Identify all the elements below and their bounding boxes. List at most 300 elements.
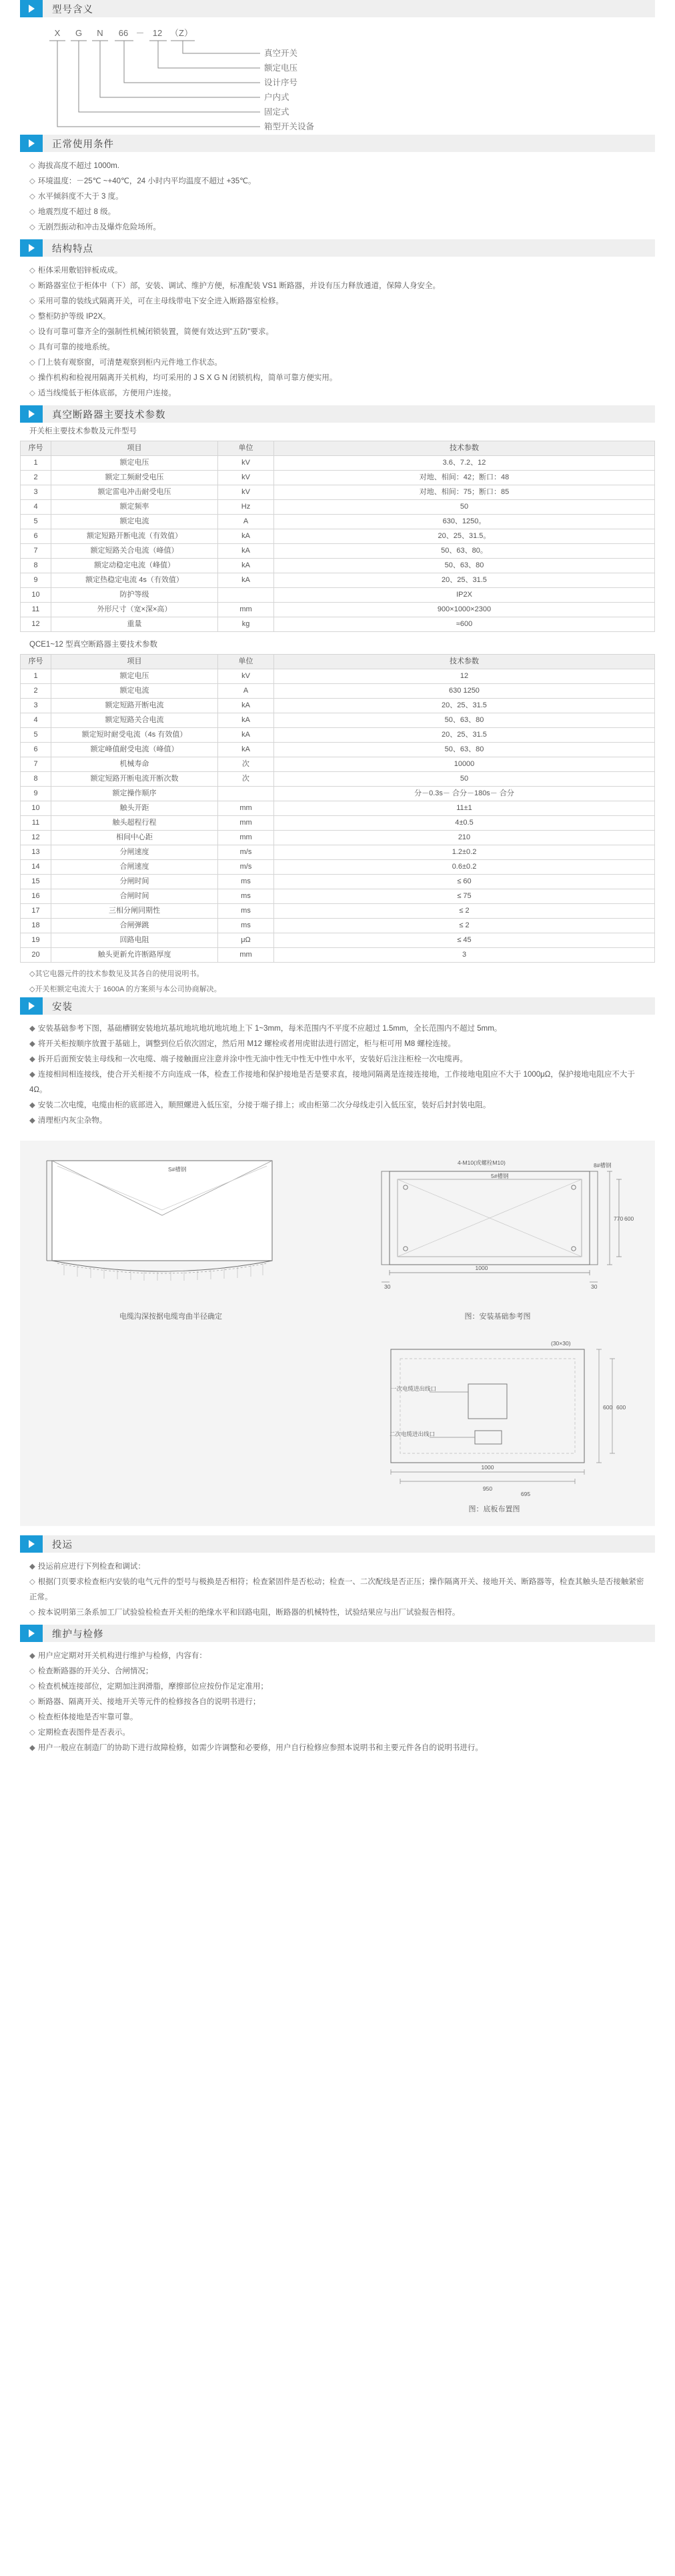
list-item-text: 采用可靠的装线式隔离开关，可在主母线带电下安全进入断路器室检修。 [37,297,283,305]
list-item-text: 环境温度：－25℃ ~+40℃，24 小时内平均温度不超过 +35℃。 [37,177,256,185]
list-item [29,355,646,371]
drawing-cable-trench [37,1151,304,1321]
table-row [21,713,655,728]
cell-unit: kA [218,544,274,559]
diamond-bullet-icon: ◇ [29,1578,35,1586]
table-row [21,699,655,713]
cell-no: 2 [21,684,51,699]
dim-label-h2: 600 [624,1215,634,1222]
cell-no: 10 [21,801,51,816]
section-maintain [0,1625,675,1760]
cell-value: ≤ 45 [274,933,655,948]
table-row [21,801,655,816]
cell-value: 11±1 [274,801,655,816]
cell-unit: 次 [218,757,274,772]
cell-item: 额定工频耐受电压 [51,471,218,485]
drawing-caption-bottom: 图：底板布置图 [468,1505,520,1513]
table-row [21,500,655,515]
cell-unit: kV [218,456,274,471]
cell-unit [218,588,274,603]
cell-item: 合闸速度 [51,860,218,875]
cell-item: 额定频率 [51,500,218,515]
list-item-text: 检查断路器的开关分、合闸情况； [37,1667,153,1675]
table-row [21,617,655,632]
diamond-bullet-icon: ◇ [29,359,35,367]
table-row [21,603,655,617]
diamond-bullet-icon: ◇ [29,177,35,185]
dim-label-left: 30 [384,1283,391,1290]
cell-value: ≈600 [274,617,655,632]
section-vcb-specs [0,405,675,997]
col-header-item: 项目 [51,655,218,669]
cable-trench-svg [37,1151,304,1305]
triangle-marker-icon [20,997,43,1015]
cell-unit: kA [218,743,274,757]
table-row [21,772,655,787]
cell-item: 相间中心距 [51,831,218,845]
list-item-text: 设有可靠可靠齐全的强制性机械闭锁装置，简便有效达到"五防"要求。 [37,328,274,336]
col-header-unit: 单位 [218,441,274,456]
note-channel-8: 8#槽钢 [594,1162,612,1169]
cell-no: 8 [21,772,51,787]
model-label-0: 真空开关 [264,49,298,58]
list-item [29,371,646,386]
list-item [29,263,646,279]
triangle-marker-icon [20,405,43,423]
label-secondary-cable: 二次电缆进出线口 [390,1431,436,1437]
cell-item: 额定短路开断电流开断次数 [51,772,218,787]
cell-no: 2 [21,471,51,485]
diamond-bullet-icon: ◇ [29,328,35,336]
table-caption-qce: QCE1~12 型真空断路器主要技术参数 [29,641,158,649]
table-row [21,559,655,573]
cell-unit: kV [218,669,274,684]
diamond-bullet-icon: ◇ [29,1683,35,1691]
features-list [0,257,675,405]
cell-no: 12 [21,831,51,845]
footnote-text: 其它电器元件的技术参数见及其各自的使用说明书。 [35,970,204,978]
list-item-text: 投运前应进行下列检查和调试： [37,1563,145,1571]
diamond-bullet-icon: ◇ [29,343,35,351]
table-row [21,904,655,919]
cell-no: 10 [21,588,51,603]
foundation-svg [358,1151,638,1305]
cell-item: 额定雷电冲击耐受电压 [51,485,218,500]
list-item [29,309,646,325]
dim-695: 695 [520,1491,531,1497]
list-item [29,1679,646,1695]
list-item [29,386,646,401]
section-title: 投运 [52,1539,73,1551]
cell-no: 16 [21,889,51,904]
list-item [29,1725,646,1741]
cell-unit: kA [218,728,274,743]
model-label-1: 额定电压 [264,63,298,73]
cell-value: 50、63、80 [274,713,655,728]
dim-depth-2: 600 [616,1404,626,1411]
list-item-text: 断路器室位于柜体中（下）部，安装、调试、维护方便，标准配装 VS1 断路器，并设有压力释放通道，保障人身安全。 [37,282,440,290]
diamond-bullet-icon: ◇ [29,162,35,170]
cell-no: 7 [21,757,51,772]
triangle-marker-icon [20,239,43,257]
table-row [21,669,655,684]
diamond-bullet-icon: ◇ [29,374,35,382]
cell-unit: mm [218,801,274,816]
triangle-marker-icon [20,1625,43,1642]
cell-unit: kA [218,529,274,544]
cell-unit: kA [218,573,274,588]
list-item-text: 拆开后面预安装主母线和一次电缆、端子接触面应注意并涂中性无油中性无中性无中性中水平，安装好后注注柜栓一次电缆再。 [37,1055,468,1063]
drawing-label: S#槽钢 [168,1166,187,1173]
baseplate-svg [351,1331,638,1497]
triangle-marker-icon [20,135,43,152]
table-row [21,456,655,471]
cell-value: 900×1000×2300 [274,603,655,617]
diamond-bullet-icon: ◇ [29,1698,35,1706]
cell-value: 50 [274,772,655,787]
model-label-4: 固定式 [264,107,289,117]
cell-value: 50、63、80 [274,743,655,757]
section-title: 结构特点 [52,243,93,255]
list-item-text: 按本说明第三条系加工厂试验验检检查开关柜的绝缘水平和回路电阻，断路器的机械特性，试验结果应与出厂试验报告相符。 [37,1609,460,1617]
table-row [21,933,655,948]
cell-item: 触头更新允许断路厚度 [51,948,218,963]
list-item-text: 柜体采用敷铝锌板成成。 [37,267,123,275]
diamond-bullet-icon: ◆ [29,1652,35,1660]
diamond-bullet-icon: ◇ [29,389,35,397]
cell-value: 4±0.5 [274,816,655,831]
diamond-bullet-icon: ◇ [29,1729,35,1737]
cell-value: ≤ 2 [274,904,655,919]
table-row [21,728,655,743]
diamond-bullet-icon: ◆ [29,1071,35,1079]
cell-no: 3 [21,485,51,500]
list-item-text: 适当线缆低于柜体底部，方便用户连接。 [37,389,176,397]
cell-value: 10000 [274,757,655,772]
list-item-text: 地震烈度不超过 8 级。 [37,208,116,216]
diamond-bullet-icon: ◇ [29,282,35,290]
list-item-text: 检查柜体接地是否牢靠可靠。 [37,1713,138,1721]
drawing-caption-right: 图：安装基础参考图 [464,1313,531,1321]
cell-no: 4 [21,500,51,515]
table-row [21,573,655,588]
table-row [21,588,655,603]
cell-unit: Hz [218,500,274,515]
table-row [21,471,655,485]
cell-no: 5 [21,515,51,529]
section-install [0,997,675,1526]
triangle-marker-icon [20,1535,43,1553]
dim-depth-1: 600 [603,1404,613,1411]
label-primary-cable: 一次电缆进出线口 [391,1385,437,1392]
model-label-3: 户内式 [264,93,289,102]
svg-text:12: 12 [152,28,163,38]
model-diagram-svg [40,27,354,147]
list-item-text: 具有可靠的接地系统。 [37,343,115,351]
cell-no: 19 [21,933,51,948]
install-list [0,1015,675,1133]
cell-item: 机械寿命 [51,757,218,772]
list-item [29,1037,646,1052]
cell-unit: μΩ [218,933,274,948]
list-item-text: 根据门页要求检查柜内安装的电气元件的型号与极换是否相符；检查紧固件是否松动；检查一、二次配线是否正压；操作隔离开关、接地开关、断路器等，检查其触头是否接触紧密正常。 [29,1578,644,1601]
list-item [29,1741,646,1756]
cell-no: 1 [21,456,51,471]
table-row [21,948,655,963]
cell-unit: ms [218,904,274,919]
list-item-text: 门上装有观察窗，可清楚观察到柜内元件地工作状态。 [37,359,222,367]
table-header-row [21,655,655,669]
list-item-text: 用户应定期对开关机构进行维护与检修，内容有： [37,1652,207,1660]
list-item-text: 连接相间相连接线，使合开关柜接不方向连成一体，检查工作接地和保护接地是否是要求直，接地同隔离是连接连接地，工作接地电阻应不大于 1000μΩ，保护接地电阻应不大于 4Ω。 [29,1071,635,1094]
cell-value: 对地、相间：42；断口：48 [274,471,655,485]
section-title: 正常使用条件 [52,139,114,150]
cell-no: 17 [21,904,51,919]
table-row [21,816,655,831]
col-header-no: 序号 [21,441,51,456]
table-row [21,831,655,845]
col-header-value: 技术参数 [274,441,655,456]
table-caption-switchgear: 开关柜主要技术参数及元件型号 [29,427,137,435]
cell-value: 20、25、31.5 [274,699,655,713]
svg-text:（Z）: （Z） [170,28,193,38]
cell-no: 9 [21,787,51,801]
cell-no: 11 [21,603,51,617]
cell-no: 18 [21,919,51,933]
cell-item: 触头超程行程 [51,816,218,831]
cell-no: 14 [21,860,51,875]
diamond-bullet-icon: ◆ [29,1040,35,1048]
cell-value: 50、63、80。 [274,544,655,559]
cell-item: 额定短路关合电流（峰值） [51,544,218,559]
cell-value: ≤ 2 [274,919,655,933]
section-conditions [0,135,675,239]
table-row [21,485,655,500]
list-item-text: 操作机构和检视用隔离开关机构，均可采用的 J S X G N 闭锁机构，简单可靠方便实用。 [37,374,338,382]
list-item-text: 安装二次电缆，电缆由柜的底部进入，顺照螺进入低压室，分接于端子排上；或由柜第二次分母线走引入低压室，装好后封封装电阻。 [37,1101,491,1109]
list-item [29,174,646,189]
cell-item: 额定峰值耐受电流（峰值） [51,743,218,757]
cell-item: 分闸速度 [51,845,218,860]
cell-no: 11 [21,816,51,831]
cell-unit: A [218,684,274,699]
dim-inner: 950 [482,1485,493,1492]
cell-unit: kV [218,471,274,485]
cell-no: 7 [21,544,51,559]
list-item [29,294,646,309]
cell-value: 对地、相间：75；断口：85 [274,485,655,500]
cell-value: ≤ 60 [274,875,655,889]
list-item-text: 海拔高度不超过 1000m. [37,162,119,170]
model-label-5: 箱型开关设备 [264,122,315,131]
list-item [29,325,646,340]
list-item [29,189,646,205]
cell-item: 合闸弹跳 [51,919,218,933]
cell-item: 触头开距 [51,801,218,816]
triangle-marker-icon [20,0,43,17]
svg-text:66: 66 [118,28,129,38]
drawing-foundation [358,1151,638,1321]
cell-item: 额定电流 [51,515,218,529]
model-designation-diagram [0,17,675,135]
cell-no: 20 [21,948,51,963]
cell-unit: kA [218,559,274,573]
list-item [29,1067,646,1098]
list-item [29,205,646,220]
cell-item: 额定操作顺序 [51,787,218,801]
switchgear-spec-body [21,456,655,632]
table-row [21,515,655,529]
section-header-model [20,0,655,17]
cell-no: 1 [21,669,51,684]
list-item [29,1052,646,1067]
col-header-item: 项目 [51,441,218,456]
cell-value: 0.6±0.2 [274,860,655,875]
list-item [29,1695,646,1710]
cell-value: IP2X [274,588,655,603]
cell-unit: mm [218,816,274,831]
list-item [29,159,646,174]
diamond-bullet-icon: ◇ [29,208,35,216]
maintain-list [0,1642,675,1760]
cell-item: 额定短路关合电流 [51,713,218,728]
diamond-bullet-icon: ◆ [29,1025,35,1033]
cell-value: 3.6、7.2、12 [274,456,655,471]
table-row [21,860,655,875]
label-mount-hole: (30×30) [551,1340,571,1347]
cell-value: 12 [274,669,655,684]
conditions-list [0,152,675,239]
note-bolt: 4-M10(或螺栓M10) [458,1159,506,1166]
section-title: 维护与检修 [52,1629,104,1640]
table-row [21,684,655,699]
list-item-text: 安装基础参考下图，基础槽钢安装地坑基坑地坑地坑地坑地上下 1~3mm，每米范围内不平度不应超过 1.5mm，全长范围内不超过 5mm。 [37,1025,502,1033]
section-title: 型号含义 [52,4,93,15]
cell-unit: 次 [218,772,274,787]
diamond-bullet-icon: ◇ [29,1609,35,1617]
installation-drawings [20,1141,655,1526]
cell-item: 分闸时间 [51,875,218,889]
section-features [0,239,675,405]
section-title: 真空断路器主要技术参数 [52,409,166,421]
cell-unit: ms [218,919,274,933]
cell-no: 8 [21,559,51,573]
footnote-text: 开关柜额定电流大于 1600A 的方案须与本公司协商解决。 [35,985,221,993]
col-header-no: 序号 [21,655,51,669]
list-item [29,1559,646,1575]
list-item [29,340,646,355]
dim-outer: 1000 [481,1464,494,1471]
list-item [29,1710,646,1725]
diamond-bullet-icon: ◇ [29,1667,35,1675]
cell-value: 3 [274,948,655,963]
dim-label-h1: 770 [614,1215,624,1222]
dim-label-width: 1000 [475,1265,488,1271]
cell-no: 12 [21,617,51,632]
cell-item: 外形尺寸（宽×深×高） [51,603,218,617]
cell-unit: mm [218,603,274,617]
diamond-bullet-icon: ◇ [29,313,35,321]
cell-unit: kA [218,713,274,728]
diamond-bullet-icon: ◇ [29,1713,35,1721]
dim-label-right: 30 [591,1283,598,1290]
cell-item: 重量 [51,617,218,632]
list-item [29,1664,646,1679]
qce-spec-table [20,654,655,963]
cell-value: 分－0.3s－ 合分－180s－ 合分 [274,787,655,801]
list-item-text: 断路器、隔离开关、接地开关等元件的检修按各自的说明书进行； [37,1698,261,1706]
cell-no: 5 [21,728,51,743]
list-item [29,220,646,235]
cell-item: 额定热稳定电流 4s（有效值） [51,573,218,588]
cell-value: 1.2±0.2 [274,845,655,860]
drawing-caption-left: 电缆沟深按据电缆弯曲半径确定 [119,1313,222,1321]
cell-value: 20、25、31.5 [274,573,655,588]
section-header-vcb [20,405,655,423]
cell-value: ≤ 75 [274,889,655,904]
switchgear-spec-table [20,441,655,632]
section-header-maintain [20,1625,655,1642]
list-item [29,1605,646,1621]
svg-text:N: N [97,28,103,38]
diamond-bullet-icon: ◆ [29,1563,35,1571]
section-header-commission [20,1535,655,1553]
diamond-bullet-icon: ◆ [29,1117,35,1125]
footnote-1: ◇其它电器元件的技术参数见及其各自的使用说明书。 [29,970,204,978]
table-row [21,529,655,544]
diamond-bullet-icon: ◇ [29,297,35,305]
note-channel-5: 5#槽钢 [491,1173,509,1179]
section-model [0,0,675,135]
cell-item: 三相分闸同期性 [51,904,218,919]
cell-no: 15 [21,875,51,889]
commission-list [0,1553,675,1625]
table-row [21,875,655,889]
table-row [21,757,655,772]
list-item [29,1113,646,1129]
diamond-bullet-icon: ◆ [29,1744,35,1752]
list-item-text: 检查机械连接部位，定期加注润滑脂，摩擦部位应按份作足定准用； [37,1683,268,1691]
cell-item: 防护等级 [51,588,218,603]
cell-unit: mm [218,948,274,963]
table-header-row [21,441,655,456]
list-item-text: 清理柜内灰尘杂物。 [37,1117,107,1125]
cell-no: 6 [21,743,51,757]
table-row [21,787,655,801]
table-row [21,919,655,933]
cell-no: 3 [21,699,51,713]
table-row [21,845,655,860]
list-item-text: 水平倾斜度不大于 3 度。 [37,193,123,201]
cell-unit [218,787,274,801]
model-code-chars [55,28,193,38]
section-title: 安装 [52,1001,73,1013]
cell-value: 50、63、80 [274,559,655,573]
svg-text:－: － [135,28,145,38]
cell-unit: kg [218,617,274,632]
model-label-2: 设计序号 [264,78,298,87]
cell-value: 630、1250。 [274,515,655,529]
cell-unit: ms [218,889,274,904]
list-item [29,1649,646,1664]
model-label-texts [264,48,315,131]
diamond-bullet-icon: ◆ [29,1101,35,1109]
cell-unit: mm [218,831,274,845]
cell-item: 额定电压 [51,669,218,684]
list-item-text: 将开关柜按顺序放置于基础上，调整到位后依次固定，然后用 M12 螺栓或者用虎钳法进行固定，柜与柜可用 M8 螺栓连接。 [37,1040,456,1048]
section-commission [0,1535,675,1625]
svg-text:G: G [75,28,83,38]
